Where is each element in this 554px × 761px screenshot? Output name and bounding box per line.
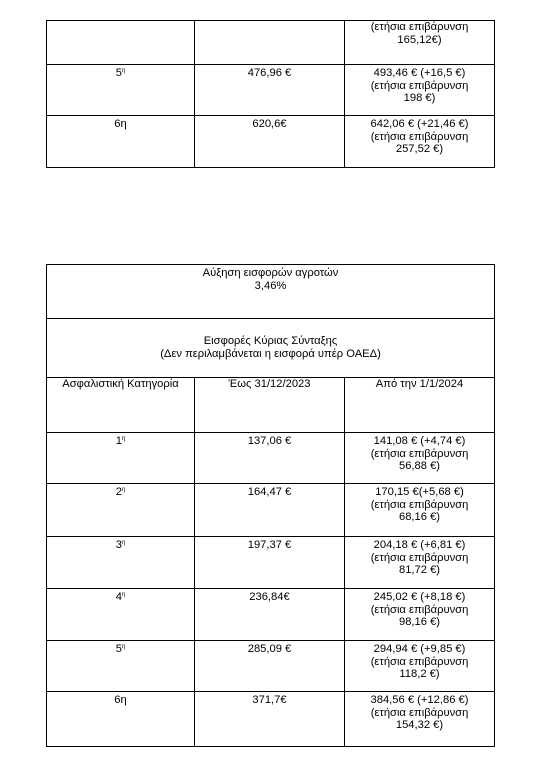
old-amount-cell: 371,7€ (195, 692, 345, 747)
table-header-row (47, 378, 495, 433)
annual-burden-label: (ετήσια επιβάρυνση (370, 21, 469, 33)
annual-burden-value: 165,12€) (397, 33, 442, 46)
table-row (47, 21, 495, 65)
category-cell: 6η (47, 692, 195, 747)
annual-burden-label: (ετήσια επιβάρυνση (370, 447, 469, 460)
new-amount-cell (345, 65, 495, 116)
new-amount-with-increase: 141,08 € (+4,74 €) (373, 435, 466, 447)
new-amount-with-increase: 642,06 € (+21,46 €) (370, 118, 469, 130)
table-row (47, 589, 495, 641)
annual-burden-value: 81,72 €) (398, 564, 441, 577)
annual-burden-label: (ετήσια επιβάρυνση (370, 551, 469, 564)
new-amount-cell (345, 21, 495, 65)
category-cell: $3^\eta$ (47, 537, 195, 589)
annual-burden-value: 56,88 €) (398, 460, 441, 473)
category-cell: 6η (47, 116, 195, 168)
category-cell: $4^\eta$ (47, 589, 195, 641)
annual-burden-value: 198 €) (403, 92, 436, 105)
new-amount-cell (345, 484, 495, 537)
new-amount-with-increase: 493,46 € (+16,5 €) (373, 67, 466, 79)
category-cell: $2^\eta$ (47, 484, 195, 537)
header-insurance-category: Ασφαλιστική Κατηγορία (47, 378, 195, 433)
annual-burden-label: (ετήσια επιβάρυνση (370, 603, 469, 616)
header-until-date: Έως 31/12/2023 (195, 378, 345, 433)
new-amount-cell (345, 116, 495, 168)
annual-burden-label: (ετήσια επιβάρυνση (370, 498, 469, 511)
annual-burden-value: 118,2 €) (399, 668, 440, 681)
annual-burden-label: (ετήσια επιβάρυνση (370, 655, 469, 668)
annual-burden-label: (ετήσια επιβάρυνση (370, 706, 469, 719)
annual-burden-value: 257,52 €) (395, 143, 444, 156)
new-amount-cell (345, 641, 495, 692)
category-cell: $5^\eta$ (47, 641, 195, 692)
annual-burden-label: (ετήσια επιβάρυνση (370, 130, 469, 143)
old-amount-cell: 197,37 € (195, 537, 345, 589)
old-amount-cell: 164,47 € (195, 484, 345, 537)
table-row (47, 692, 495, 747)
new-amount-with-increase: 245,02 € (+8,18 €) (373, 591, 466, 603)
subtitle-line: Εισφορές Κύριας Σύνταξης (203, 335, 338, 348)
new-amount-with-increase: 384,56 € (+12,86 €) (370, 694, 469, 706)
new-amount-with-increase: 294,94 € (+9,85 €) (373, 643, 466, 655)
table-title (47, 265, 495, 319)
table-title-row (47, 265, 495, 319)
new-amount-with-increase: 204,18 € (+6,81 €) (373, 539, 466, 551)
old-amount-cell: 285,09 € (195, 641, 345, 692)
category-cell: $5^\eta$ (47, 65, 195, 116)
new-amount-with-increase: 170,15 €(+5,68 €) (375, 486, 464, 498)
category-cell (47, 21, 195, 65)
table-subtitle-row (47, 319, 495, 378)
farmers-contributions-table (46, 264, 495, 747)
subtitle-note: (Δεν περιλαμβάνεται η εισφορά υπέρ ΟΑΕΔ) (160, 348, 381, 360)
old-amount-cell: 137,06 € (195, 433, 345, 484)
table-row (47, 116, 495, 168)
new-amount-cell (345, 433, 495, 484)
new-amount-cell (345, 692, 495, 747)
increase-percentage: 3,46% (254, 279, 287, 292)
title-line: Αύξηση εισφορών αγροτών (202, 267, 339, 279)
old-amount-cell: 476,96 € (195, 65, 345, 116)
annual-burden-value: 98,16 €) (398, 616, 441, 629)
annual-burden-label: (ετήσια επιβάρυνση (370, 79, 469, 92)
table-row (47, 433, 495, 484)
annual-burden-value: 154,32 €) (395, 719, 444, 732)
contributions-table-continued (46, 20, 495, 168)
old-amount-cell: 620,6€ (195, 116, 345, 168)
old-amount-cell: 236,84€ (195, 589, 345, 641)
annual-burden-value: 68,16 €) (398, 511, 441, 524)
table-row (47, 65, 495, 116)
category-cell: $1^\eta$ (47, 433, 195, 484)
new-amount-cell (345, 537, 495, 589)
table-subtitle (47, 319, 495, 378)
table-row (47, 537, 495, 589)
old-amount-cell (195, 21, 345, 65)
table-row (47, 641, 495, 692)
header-from-date: Από την 1/1/2024 (345, 378, 495, 433)
new-amount-cell (345, 589, 495, 641)
table-row (47, 484, 495, 537)
